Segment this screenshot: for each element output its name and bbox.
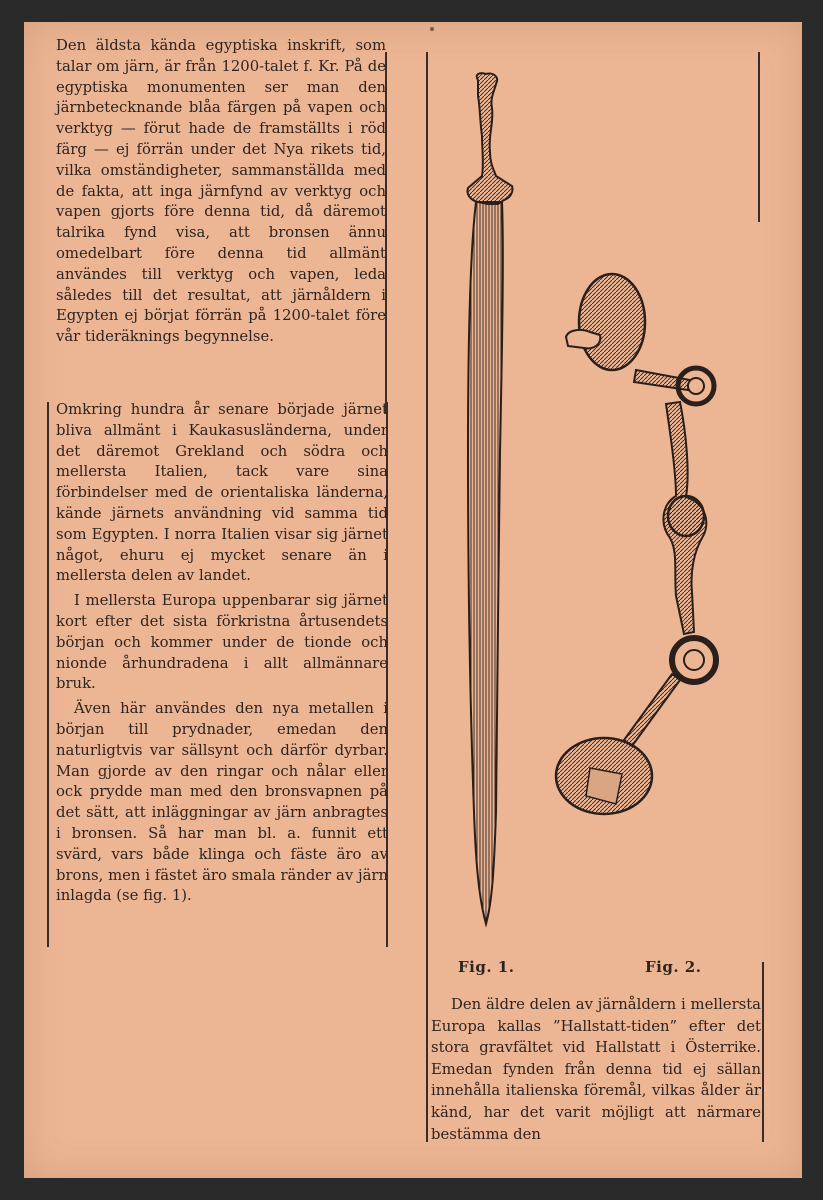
sword-illustration bbox=[467, 73, 512, 924]
figure-caption-2: Fig. 2. bbox=[645, 958, 702, 976]
paragraph: I mellersta Europa uppenbarar sig järnet kort efter det sista förkristna årtusendets början och kommer under de tionde och nionde århundradena i allt allmännare bruk. bbox=[56, 592, 388, 693]
paragraph: Omkring hundra år senare började järnet bliva allmänt i Kaukasusländerna, under det däremot Grekland och södra och mellersta Italien, tack vare sina förbindelser med de orientaliska länderna, kände järnets användning vid samma tid som Egypten. I norra Italien visar sig järnet något, ehuru ej mycket senare än i mellersta delen av landet. bbox=[56, 401, 388, 585]
pin-hole bbox=[430, 27, 434, 31]
text-column-middle bbox=[56, 400, 388, 907]
bit-illustration bbox=[556, 274, 716, 814]
paragraph: Även här användes den nya metallen i början till prydnader, emedan den naturligtvis var sällsynt och därför dyrbar. Man gjorde av den ringar och nålar eller ock prydde man med den bronsvapnen på det sätt, att inläggningar av järn anbragtes i bronsen. Så har man bl. a. funnit ett svärd, vars både klinga och fäste äro av brons, men i fästet äro smala ränder av järn inlagda (se fig. 1). bbox=[56, 700, 388, 905]
figure-caption-1: Fig. 1. bbox=[458, 958, 515, 976]
text-column-right bbox=[431, 994, 761, 1145]
paragraph: Den äldsta kända egyptiska inskrift, som talar om järn, är från 1200-talet f. Kr. På de egyptiska monumenten ser man den järnbetecknande blåa färgen på vapen och verktyg — förut hade de framställts i röd färg — ej förrän under det Nya rikets tid, vilka omständigheter, sammanställda med de fakta, att inga järnfynd av verktyg och vapen gjorts före denna tid, då däremot talrika fynd visa, att bronsen ännu omedelbart före denna tid allmänt användes till verktyg och vapen, leda således till det resultat, att järnåldern i Egypten ej börjat förrän på 1200-talet före vår tideräknings begynnelse. bbox=[56, 37, 386, 346]
column-rule bbox=[762, 962, 764, 1142]
artifact-illustrations bbox=[428, 52, 760, 952]
text-column-top bbox=[56, 36, 386, 348]
figure-area bbox=[428, 52, 760, 952]
paragraph: Den äldre delen av järnåldern i mellersta Europa kallas ”Hallstatt-tiden” efter det stora gravfältet vid Hallstatt i Österrike. Emedan fynden från denna tid ej sällan innehålla italienska föremål, vilkas ålder är känd, har det varit möjligt att närmare bestämma den bbox=[431, 996, 761, 1143]
column-rule bbox=[47, 402, 49, 947]
